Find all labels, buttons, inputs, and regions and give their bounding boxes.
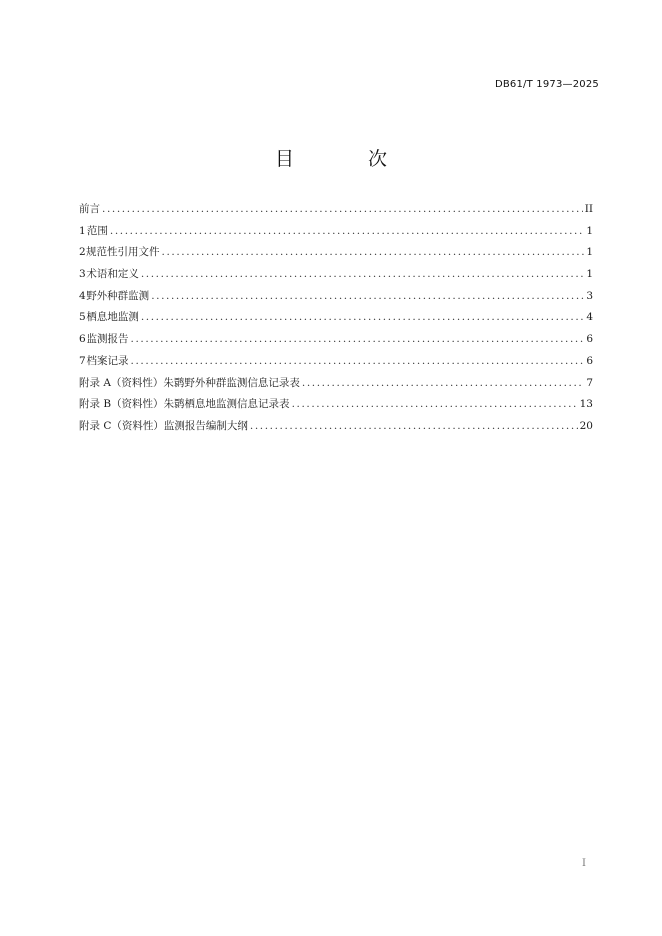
toc-entry-annex-a[interactable] xyxy=(79,373,593,395)
toc-dot-leader xyxy=(141,307,584,329)
toc-annex-type: （资料性） xyxy=(110,376,164,389)
toc-entry-4[interactable] xyxy=(79,286,593,308)
toc-dot-leader xyxy=(162,242,585,264)
toc-entry-label: 术语和定义 xyxy=(86,268,139,281)
toc-entry-1[interactable] xyxy=(79,221,593,243)
toc-entry-7[interactable] xyxy=(79,351,593,373)
toc-entry-annex-c[interactable] xyxy=(79,416,593,438)
toc-entry-label: 范围 xyxy=(86,224,108,237)
toc-page-number: 20 xyxy=(579,419,593,432)
toc-annex-type: （资料性） xyxy=(111,419,164,432)
toc-entry-label: 监测报告 xyxy=(86,333,129,346)
toc-entry-label: 朱鹮栖息地监测信息记录表 xyxy=(163,398,290,411)
toc-entry-annex-b[interactable] xyxy=(79,394,593,416)
toc-dot-leader xyxy=(250,416,578,438)
toc-annex-label: 附录 A xyxy=(79,376,111,389)
toc-entry-foreword[interactable] xyxy=(79,199,593,221)
toc-section-number: 6 xyxy=(79,333,86,346)
toc-page-number: 1 xyxy=(586,224,593,237)
toc-page-number: 4 xyxy=(586,311,593,324)
toc-section-number: 3 xyxy=(79,268,86,281)
toc-page-number: 13 xyxy=(579,398,593,411)
toc-section-number: 2 xyxy=(79,246,86,259)
toc-page-number: 6 xyxy=(586,333,593,346)
toc-annex-label: 附录 C xyxy=(79,419,112,432)
toc-dot-leader xyxy=(110,221,584,243)
toc-entry-label: 规范性引用文件 xyxy=(86,246,160,259)
toc-entry-label: 朱鹮野外种群监测信息记录表 xyxy=(163,376,300,389)
toc-dot-leader xyxy=(131,329,585,351)
toc-page-number: 1 xyxy=(586,246,593,259)
toc-section-number: 1 xyxy=(79,224,86,237)
toc-title: 目 次 xyxy=(274,148,422,170)
toc-section-number: 7 xyxy=(79,354,86,367)
toc-entry-label: 档案记录 xyxy=(86,354,129,367)
toc-page-number: 3 xyxy=(586,289,593,302)
toc-section-number: 4 xyxy=(79,289,86,302)
toc-entry-label: 前言 xyxy=(79,203,100,215)
toc-entry-label: 栖息地监测 xyxy=(86,311,139,324)
toc-entry-6[interactable] xyxy=(79,329,593,351)
table-of-contents xyxy=(79,199,593,438)
toc-entry-label: 野外种群监测 xyxy=(86,289,150,302)
page-number-footer: I xyxy=(582,858,586,869)
toc-dot-leader xyxy=(102,199,583,221)
toc-dot-leader xyxy=(151,286,584,308)
toc-page-number: II xyxy=(584,203,593,215)
toc-entry-2[interactable] xyxy=(79,242,593,264)
toc-dot-leader xyxy=(141,264,584,286)
toc-dot-leader xyxy=(131,351,585,373)
toc-annex-type: （资料性） xyxy=(111,398,164,411)
toc-annex-label: 附录 B xyxy=(79,398,112,411)
toc-dot-leader xyxy=(302,373,584,395)
toc-section-number: 5 xyxy=(79,311,86,324)
toc-dot-leader xyxy=(292,394,578,416)
toc-page-number: 1 xyxy=(586,268,593,281)
toc-entry-3[interactable] xyxy=(79,264,593,286)
toc-entry-5[interactable] xyxy=(79,307,593,329)
toc-page-number: 6 xyxy=(586,354,593,367)
toc-entry-label: 监测报告编制大纲 xyxy=(163,419,248,432)
document-code: DB61/T 1973—2025 xyxy=(494,79,599,90)
toc-page-number: 7 xyxy=(586,376,593,389)
